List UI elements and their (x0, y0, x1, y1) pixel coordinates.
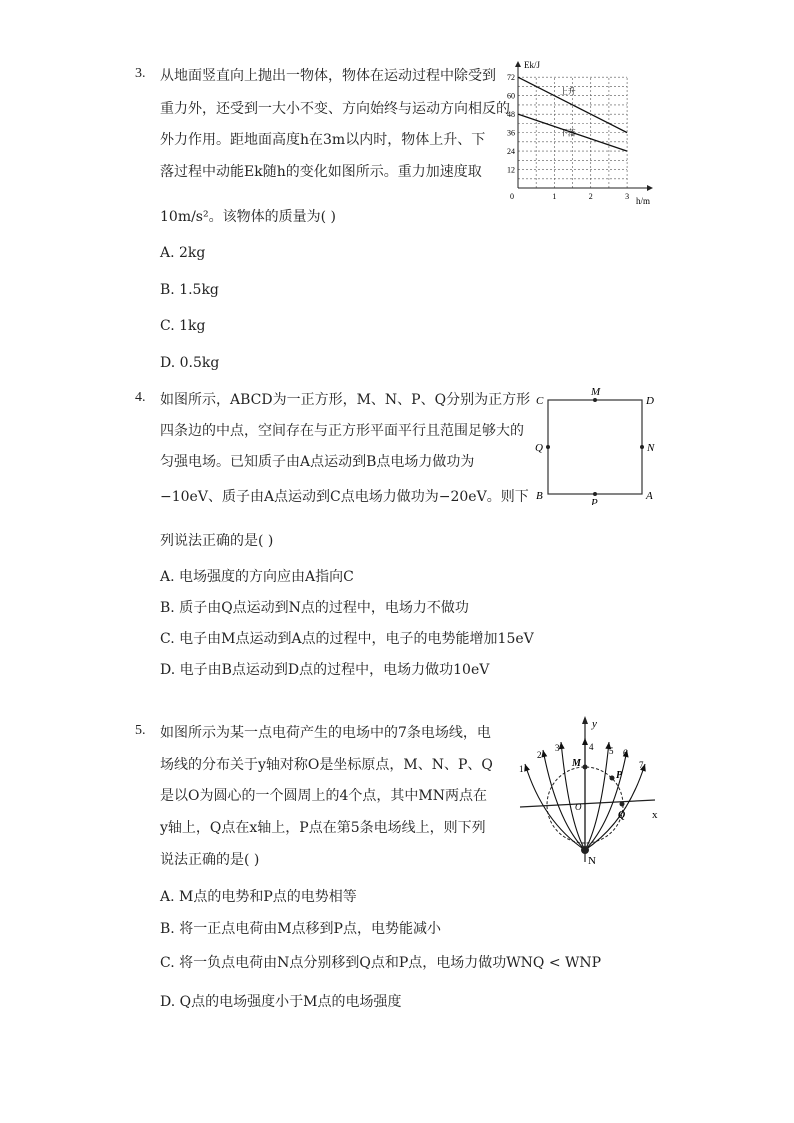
q3-ek-h-chart (500, 56, 660, 206)
point-m (593, 398, 597, 402)
label-p: P (591, 497, 598, 505)
field-line-number: 1 (519, 764, 524, 774)
y-tick-label: 72 (507, 73, 515, 83)
y-axis-arrow-icon (515, 61, 521, 67)
q5-option-a[interactable]: A. M点的电势和P点的电势相等 (160, 889, 357, 905)
field-line-number: 6 (623, 748, 628, 758)
q5-stem-line: 如图所示为某一点电荷产生的电场中的7条电场线，电 (160, 725, 491, 741)
y-tick-label: 12 (507, 165, 515, 175)
point-p (593, 492, 597, 496)
series-label-down: 下落 (559, 128, 576, 138)
label-n: N (647, 442, 655, 454)
q3-stem-line: 重力外，还受到一大小不变、方向始终与运动方向相反的 (160, 101, 510, 117)
label-d: D (646, 395, 654, 407)
q3-option-d[interactable]: D. 0.5kg (160, 355, 220, 371)
label-q: Q (618, 810, 626, 821)
chart-ylabel: Ek/J (524, 60, 541, 70)
label-m: M (591, 386, 601, 398)
q5-stem-line: 场线的分布关于y轴对称O是坐标原点，M、N、P、Q (160, 757, 493, 773)
q5-field-line-figure (505, 712, 670, 867)
y-tick-label: 48 (507, 110, 515, 120)
chart-axes (515, 61, 653, 191)
q4-stem-line: 四条边的中点，空间存在与正方形平面平行且范围足够大的 (160, 423, 524, 439)
q4-option-c[interactable]: C. 电子由M点运动到A点的过程中，电子的电势能增加15eV (160, 631, 534, 647)
q5-stem-line: 是以O为圆心的一个圆周上的4个点，其中MN两点在 (160, 788, 487, 804)
field-line-number: 3 (555, 743, 560, 753)
field-lines (519, 738, 646, 850)
q5-option-d[interactable]: D. Q点的电场强度小于M点的电场强度 (160, 994, 402, 1010)
field-line-arrow-icon (559, 742, 565, 749)
q3-option-b[interactable]: B. 1.5kg (160, 282, 219, 298)
q3-stem-line: 落过程中动能Ek随h的变化如图所示。重力加速度取 (160, 164, 482, 180)
q4-option-d[interactable]: D. 电子由B点运动到D点的过程中，电场力做功10eV (160, 662, 490, 678)
q4-stem-line: 匀强电场。已知质子由A点运动到B点电场力做功为 (160, 454, 475, 470)
field-line-arrow-icon (524, 764, 530, 772)
q5-option-c[interactable]: C. 将一负点电荷由N点分别移到Q点和P点，电场力做功WNQ < WNP (160, 955, 602, 971)
q4-number: 4. (135, 390, 146, 405)
label-q: Q (535, 442, 543, 454)
q3-stem-line: 从地面竖直向上抛出一物体，物体在运动过程中除受到 (160, 68, 496, 84)
q3-number: 3. (135, 66, 146, 81)
label-b: B (536, 490, 543, 502)
field-line-7 (585, 764, 645, 850)
q3-option-a[interactable]: A. 2kg (160, 245, 206, 261)
label-n: N (588, 855, 596, 867)
field-line-arrow-icon (541, 750, 547, 757)
q3-option-c[interactable]: C. 1kg (160, 318, 206, 334)
label-x: x (652, 809, 658, 821)
q5-number: 5. (135, 723, 146, 738)
square-abcd (548, 400, 642, 494)
x-tick-label: 0 (510, 192, 514, 201)
point-n (640, 445, 644, 449)
y-tick-label: 36 (507, 128, 515, 138)
x-tick-label: 1 (552, 192, 557, 201)
q4-stem-line: 列说法正确的是( ) (160, 533, 274, 549)
label-o: O (575, 802, 582, 812)
q4-stem-line: 如图所示，ABCD为一正方形，M、N、P、Q分别为正方形 (160, 392, 531, 408)
label-m: M (572, 758, 581, 769)
field-line-number: 7 (639, 760, 644, 770)
q5-stem-line: y轴上，Q点在x轴上，P点在第5条电场线上，则下列 (160, 820, 486, 836)
q3-stem-line: 10m/s²。该物体的质量为( ) (160, 209, 336, 225)
q4-option-a[interactable]: A. 电场强度的方向应由A指向C (160, 569, 354, 585)
x-axis-arrow-icon (647, 185, 653, 191)
q5-option-b[interactable]: B. 将一正点电荷由M点移到P点，电势能减小 (160, 921, 441, 937)
label-a: A (646, 490, 653, 502)
chart-xlabel: h/m (636, 196, 651, 206)
y-tick-label: 24 (507, 147, 515, 157)
label-c: C (536, 395, 544, 407)
point-q (546, 445, 550, 449)
q4-option-b[interactable]: B. 质子由Q点运动到N点的过程中，电场力不做功 (160, 600, 469, 616)
q3-stem-line: 外力作用。距地面高度h在3m以内时，物体上升、下 (160, 132, 486, 148)
point-q (620, 802, 625, 807)
x-tick-label: 3 (625, 192, 630, 201)
label-p: P (616, 770, 623, 781)
field-line-number: 2 (537, 750, 542, 760)
field-line-number: 4 (589, 742, 594, 752)
series-label-up: 上升 (559, 87, 576, 97)
y-tick-label: 60 (507, 91, 515, 101)
q5-stem-line: 说法正确的是( ) (160, 852, 260, 868)
point-p (610, 776, 615, 781)
point-m (583, 765, 588, 770)
q4-stem-line: −10eV、质子由A点运动到C点电场力做功为−20eV。则下 (160, 489, 529, 505)
y-axis-arrow-icon (582, 716, 588, 724)
q4-square-figure (530, 385, 660, 505)
field-line-number: 5 (609, 746, 614, 756)
field-line-arrow-icon (582, 738, 588, 745)
point-n-charge (581, 846, 589, 854)
x-tick-label: 2 (588, 192, 593, 201)
label-y: y (592, 718, 597, 730)
